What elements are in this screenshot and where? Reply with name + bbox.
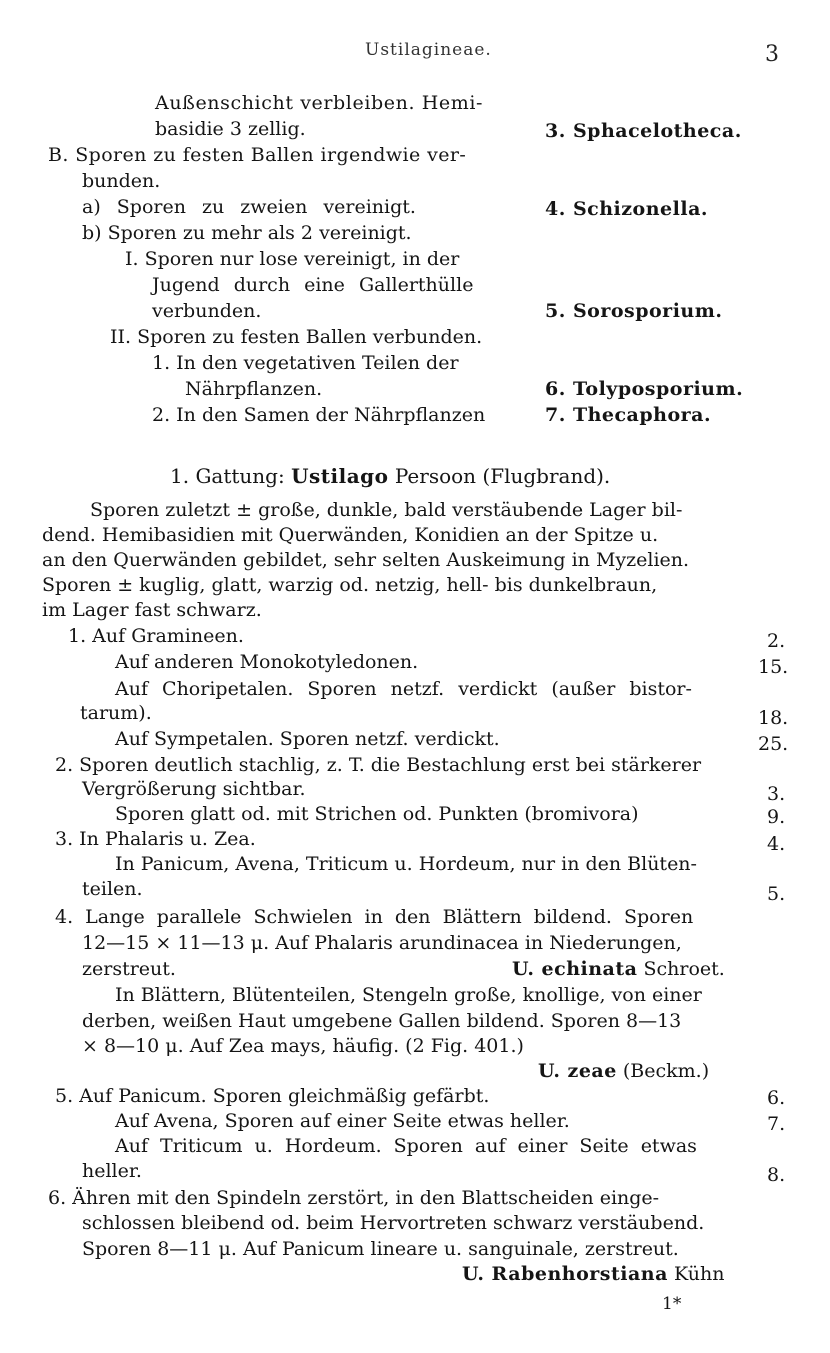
- key-entry-number: 9.: [767, 806, 786, 828]
- key-entry: tarum).: [80, 702, 152, 724]
- key-line: B. Sporen zu festen Ballen irgendwie ver-: [48, 144, 467, 166]
- genus-description-text: Sporen zuletzt ± große, dunkle, bald verstäubende Lager bil-: [90, 499, 683, 521]
- key-entry-number: 4.: [767, 833, 786, 855]
- species-binomial: U. Rabenhorstiana: [462, 1263, 668, 1285]
- key-line: a) Sporen zu zweien vereinigt.: [82, 196, 416, 218]
- key-entry: teilen.: [82, 878, 143, 900]
- key-line: 2. In den Samen der Nährpflanzen: [152, 404, 486, 426]
- key-entry: heller.: [82, 1160, 142, 1182]
- key-entry: Auf Triticum u. Hordeum. Sporen auf einer Seite etwas: [115, 1135, 697, 1157]
- key-entry: Auf Sympetalen. Sporen netzf. verdickt.: [115, 728, 500, 750]
- species-name: [512, 956, 725, 982]
- key-line: Außenschicht verbleiben. Hemi-: [155, 92, 484, 114]
- species-binomial: U. echinata: [512, 958, 638, 980]
- key-line: 1. In den vegetativen Teilen der: [152, 352, 459, 374]
- key-entry: Auf Avena, Sporen auf einer Seite etwas heller.: [115, 1110, 570, 1132]
- genus-result: 6. Tolyposporium.: [545, 378, 744, 400]
- key-line: II. Sporen zu festen Ballen verbunden.: [110, 326, 483, 348]
- key-line: bunden.: [82, 170, 161, 192]
- key-entry: Auf anderen Monokotyledonen.: [115, 651, 419, 673]
- genus-description-line: [42, 497, 788, 523]
- genus-heading: [170, 463, 610, 489]
- running-title: Ustilagineae.: [365, 40, 492, 60]
- species-author: Kühn: [673, 1263, 725, 1285]
- genus-heading-suffix: Persoon (Flugbrand).: [394, 464, 611, 488]
- key-entry: Sporen 8—11 μ. Auf Panicum lineare u. sanguinale, zerstreut.: [82, 1238, 679, 1260]
- species-name: [538, 1058, 709, 1084]
- genus-heading-prefix: 1. Gattung:: [170, 464, 285, 488]
- genus-description-line: dend. Hemibasidien mit Querwänden, Konidien an der Spitze u.: [42, 524, 659, 546]
- key-line: Nährpflanzen.: [185, 378, 323, 400]
- key-entry: × 8—10 μ. Auf Zea mays, häufig. (2 Fig. 401.): [82, 1035, 524, 1057]
- key-entry: Vergrößerung sichtbar.: [82, 778, 306, 800]
- signature-mark: 1*: [662, 1294, 682, 1314]
- key-entry: 3. In Phalaris u. Zea.: [55, 828, 256, 850]
- key-entry: 12—15 × 11—13 μ. Auf Phalaris arundinacea in Niederungen,: [82, 932, 682, 954]
- species-name: [462, 1261, 724, 1287]
- genus-result: 3. Sphacelotheca.: [545, 120, 742, 142]
- genus-description-line: im Lager fast schwarz.: [42, 599, 262, 621]
- page-number: 3: [765, 42, 779, 67]
- genus-result: 7. Thecaphora.: [545, 404, 712, 426]
- key-entry: 4. Lange parallele Schwielen in den Blättern bildend. Sporen: [55, 906, 694, 928]
- key-entry: schlossen bleibend od. beim Hervortreten schwarz verstäubend.: [82, 1212, 705, 1234]
- genus-result: 4. Schizonella.: [545, 198, 708, 220]
- key-entry: zerstreut.: [82, 958, 176, 980]
- species-binomial: U. zeae: [538, 1060, 617, 1082]
- key-entry: In Blättern, Blütenteilen, Stengeln große, knollige, von einer: [115, 984, 702, 1006]
- key-line: verbunden.: [152, 300, 262, 322]
- key-entry-number: 8.: [767, 1164, 786, 1186]
- key-line: Jugend durch eine Gallerthülle: [152, 274, 474, 296]
- key-line: b) Sporen zu mehr als 2 vereinigt.: [82, 222, 412, 244]
- key-entry-number: 2.: [767, 630, 786, 652]
- species-author: (Beckm.): [622, 1060, 710, 1082]
- key-entry: Auf Choripetalen. Sporen netzf. verdickt (außer bistor-: [115, 678, 692, 700]
- key-line: I. Sporen nur lose vereinigt, in der: [125, 248, 460, 270]
- key-line: basidie 3 zellig.: [155, 118, 306, 140]
- key-entry: In Panicum, Avena, Triticum u. Hordeum, nur in den Blüten-: [115, 853, 697, 875]
- genus-description-line: an den Querwänden gebildet, sehr selten Auskeimung in Myzelien.: [42, 549, 690, 571]
- genus-heading-name: Ustilago: [291, 464, 389, 488]
- key-entry: 5. Auf Panicum. Sporen gleichmäßig gefärbt.: [55, 1085, 490, 1107]
- key-entry: Sporen glatt od. mit Strichen od. Punkten (bromivora): [115, 803, 639, 825]
- key-entry: 6. Ähren mit den Spindeln zerstört, in den Blattscheiden einge-: [48, 1187, 660, 1209]
- key-entry-number: 18.: [758, 707, 789, 729]
- key-entry: 1. Auf Gramineen.: [68, 625, 244, 647]
- key-entry-number: 5.: [767, 883, 786, 905]
- key-entry-number: 7.: [767, 1113, 786, 1135]
- species-author: Schroet.: [643, 958, 725, 980]
- key-entry-number: 25.: [758, 733, 789, 755]
- genus-result: 5. Sorosporium.: [545, 300, 723, 322]
- key-entry: derben, weißen Haut umgebene Gallen bildend. Sporen 8—13: [82, 1010, 682, 1032]
- genus-description-line: Sporen ± kuglig, glatt, warzig od. netzig, hell- bis dunkelbraun,: [42, 574, 658, 596]
- key-entry-number: 15.: [758, 656, 789, 678]
- key-entry-number: 6.: [767, 1087, 786, 1109]
- key-entry-number: 3.: [767, 783, 786, 805]
- key-entry: 2. Sporen deutlich stachlig, z. T. die Bestachlung erst bei stärkerer: [55, 754, 702, 776]
